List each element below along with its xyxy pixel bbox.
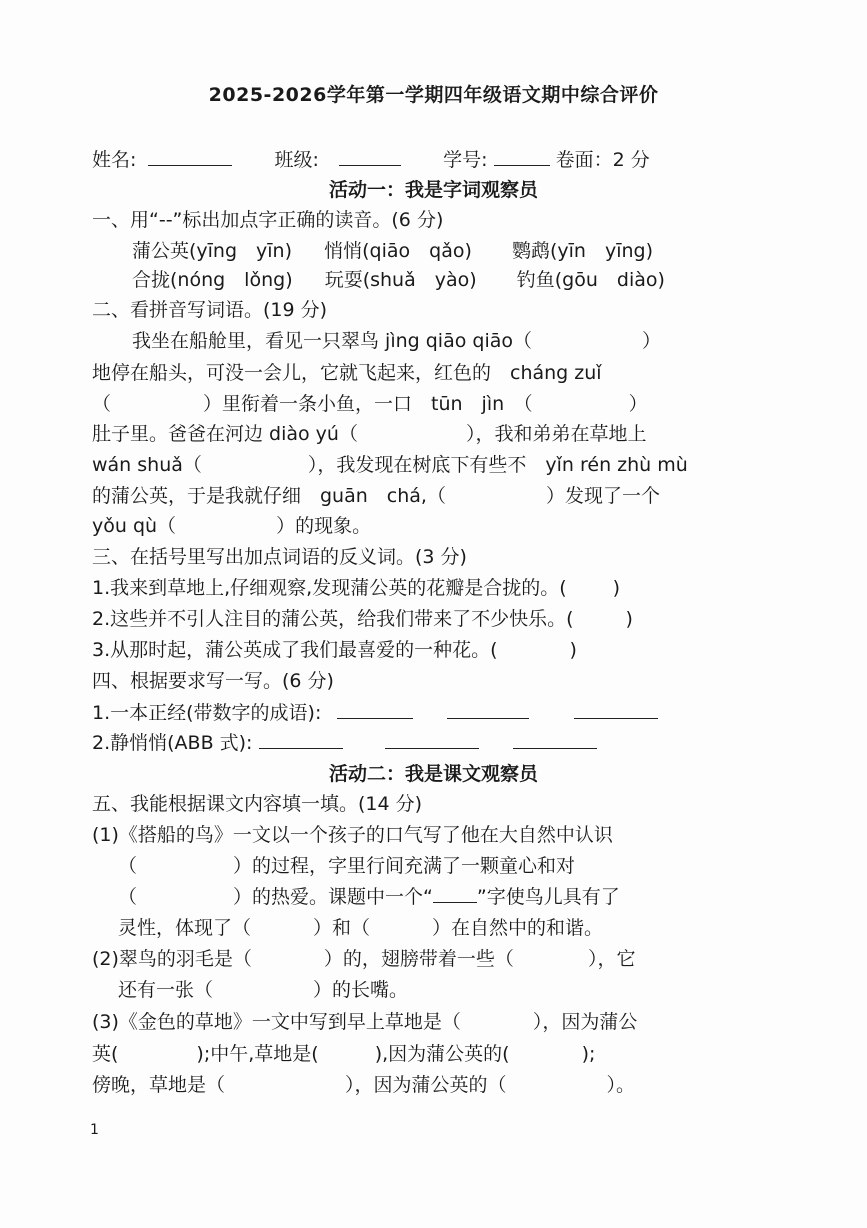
q2-line3 bbox=[92, 390, 648, 418]
q5-p1-line1: (1)《搭船的鸟》一文以一个孩子的口气写了他在大自然中认识 bbox=[92, 824, 613, 846]
activity-one-heading: 活动一：我是字词观察员 bbox=[328, 179, 538, 201]
q5-text: ）的热爱。课题中一个“ bbox=[233, 886, 433, 908]
q5-text: ）的长嘴。 bbox=[313, 979, 409, 1001]
q5-p2-line1 bbox=[92, 945, 635, 973]
q2-text: yǒu qù（ bbox=[92, 515, 177, 537]
name-label: 姓名: bbox=[92, 149, 137, 171]
q5-text: ),因为蒲公英的( bbox=[374, 1043, 510, 1065]
student-info-row bbox=[92, 146, 650, 174]
q3-text: ) bbox=[612, 577, 621, 599]
name-blank[interactable] bbox=[148, 147, 232, 166]
q2-heading: 二、看拼音写词语。(19 分) bbox=[92, 299, 328, 321]
q5-text: 灵性，体现了（ bbox=[118, 917, 252, 939]
q5-p3-line1 bbox=[92, 1008, 637, 1036]
q1-heading: 一、用“--”标出加点字正确的读音。(6 分) bbox=[92, 209, 444, 231]
q4-item-2 bbox=[92, 729, 597, 757]
id-label: 学号: bbox=[443, 149, 488, 171]
class-label: 班级: bbox=[274, 149, 319, 171]
q4-text: 1.一本正经(带数字的成语): bbox=[92, 702, 322, 724]
q5-text: ）。 bbox=[606, 1074, 636, 1096]
q1-item[interactable]: 钓鱼(gōu diào) bbox=[516, 269, 665, 291]
q4-blank[interactable] bbox=[513, 730, 597, 749]
q2-text: 我坐在船舱里，看见一只翠鸟 jìng qiāo qiāo（ bbox=[132, 330, 532, 352]
q5-text: );中午,草地是( bbox=[196, 1043, 319, 1065]
q5-p3-line2 bbox=[92, 1040, 595, 1068]
q3-text: 3.从那时起，蒲公英成了我们最喜爱的一种花。( bbox=[92, 639, 498, 661]
q2-text: ）发现了一个 bbox=[545, 485, 660, 507]
q2-text: （ bbox=[92, 393, 112, 415]
q2-text: 肚子里。爸爸在河边 diào yú（ bbox=[92, 423, 358, 445]
id-blank[interactable] bbox=[494, 147, 550, 166]
q5-text: ），因为蒲公 bbox=[532, 1011, 638, 1033]
q1-item[interactable]: 悄悄(qiāo qǎo) bbox=[324, 240, 472, 262]
q5-text: ），它 bbox=[587, 948, 636, 970]
q1-row2 bbox=[132, 266, 665, 294]
q5-blank[interactable] bbox=[433, 884, 477, 903]
q2-line5 bbox=[92, 451, 688, 479]
q4-blank[interactable] bbox=[447, 700, 529, 719]
q3-text: 1.我来到草地上,仔细观察,发现蒲公英的花瓣是合拢的。( bbox=[92, 577, 567, 599]
q3-text: ) bbox=[625, 608, 633, 630]
q3-text: ) bbox=[569, 639, 577, 661]
q5-text: ）的过程，字里行间充满了一颗童心和对 bbox=[233, 855, 576, 877]
q3-item-2 bbox=[92, 605, 633, 633]
q2-text: 的蒲公英，于是我就仔细 guān chá,（ bbox=[92, 485, 446, 507]
q4-blank[interactable] bbox=[574, 700, 658, 719]
q5-p1-line3 bbox=[118, 883, 620, 911]
q5-text: (3)《金色的草地》一文中写到早上草地是（ bbox=[92, 1011, 461, 1033]
q3-heading: 三、在括号里写出加点词语的反义词。(3 分) bbox=[92, 546, 467, 568]
q4-blank[interactable] bbox=[385, 730, 479, 749]
q5-text: ）和（ bbox=[313, 917, 371, 939]
q5-text: ）在自然中的和谐。 bbox=[432, 917, 604, 939]
neat-label: 卷面：2 分 bbox=[555, 149, 650, 171]
q2-text: ），我发现在树底下有些不 yǐn rén zhù mù bbox=[307, 454, 688, 476]
q5-text: （ bbox=[118, 855, 138, 877]
q5-heading: 五、我能根据课文内容填一填。(14 分) bbox=[92, 793, 423, 815]
q5-p1-line4 bbox=[118, 914, 603, 942]
q5-text: ”字使鸟儿具有了 bbox=[476, 886, 620, 908]
q4-item-1 bbox=[92, 699, 658, 727]
q3-item-1 bbox=[92, 574, 620, 602]
q4-text: 2.静悄悄(ABB 式): bbox=[92, 732, 253, 754]
q3-text: 2.这些并不引人注目的蒲公英，给我们带来了不少快乐。( bbox=[92, 608, 574, 630]
q5-p3-line3 bbox=[92, 1071, 635, 1099]
q5-text: 还有一张（ bbox=[118, 979, 214, 1001]
q2-line2: 地停在船头，可没一会儿，它就飞起来，红色的 cháng zuǐ bbox=[92, 362, 602, 384]
q4-blank[interactable] bbox=[337, 700, 413, 719]
page-number: 1 bbox=[90, 1122, 99, 1138]
q5-text: ）的，翅膀带着一些（ bbox=[323, 948, 514, 970]
q2-line4 bbox=[92, 420, 647, 448]
q4-heading: 四、根据要求写一写。(6 分) bbox=[92, 670, 334, 692]
q1-item[interactable]: 鹦鹉(yīn yīng) bbox=[511, 240, 654, 262]
q2-line6 bbox=[92, 482, 660, 510]
q5-text: (2)翠鸟的羽毛是（ bbox=[92, 948, 252, 970]
q2-text: wán shuǎ（ bbox=[92, 454, 202, 476]
q1-row1 bbox=[132, 237, 653, 265]
q1-item[interactable]: 蒲公英(yīng yīn) bbox=[132, 240, 293, 262]
q2-text: ），我和弟弟在草地上 bbox=[465, 423, 647, 445]
q2-text: ）的现象。 bbox=[276, 515, 372, 537]
q2-line7 bbox=[92, 512, 371, 540]
q5-text: 英( bbox=[92, 1043, 119, 1065]
class-blank[interactable] bbox=[339, 147, 401, 166]
q2-text: ） bbox=[628, 393, 648, 415]
q5-text: ），因为蒲公英的（ bbox=[345, 1074, 507, 1096]
exam-title: 2025-2026学年第一学期四年级语文期中综合评价 bbox=[208, 84, 659, 106]
q2-text: ）里衔着一条小鱼，一口 tūn jìn （ bbox=[203, 393, 533, 415]
q4-blank[interactable] bbox=[259, 730, 343, 749]
q5-text: 傍晚，草地是（ bbox=[92, 1074, 226, 1096]
activity-two-heading: 活动二：我是课文观察员 bbox=[328, 763, 538, 785]
q5-p1-line2 bbox=[118, 852, 575, 880]
q5-text: （ bbox=[118, 886, 138, 908]
q2-text: ） bbox=[642, 330, 662, 352]
q2-line1 bbox=[132, 327, 661, 355]
q5-p2-line2 bbox=[118, 976, 408, 1004]
q1-item[interactable]: 合拢(nóng lǒng) bbox=[132, 269, 293, 291]
q3-item-3 bbox=[92, 636, 577, 664]
q1-item[interactable]: 玩耍(shuǎ yào) bbox=[324, 269, 477, 291]
q5-text: ); bbox=[581, 1043, 596, 1065]
